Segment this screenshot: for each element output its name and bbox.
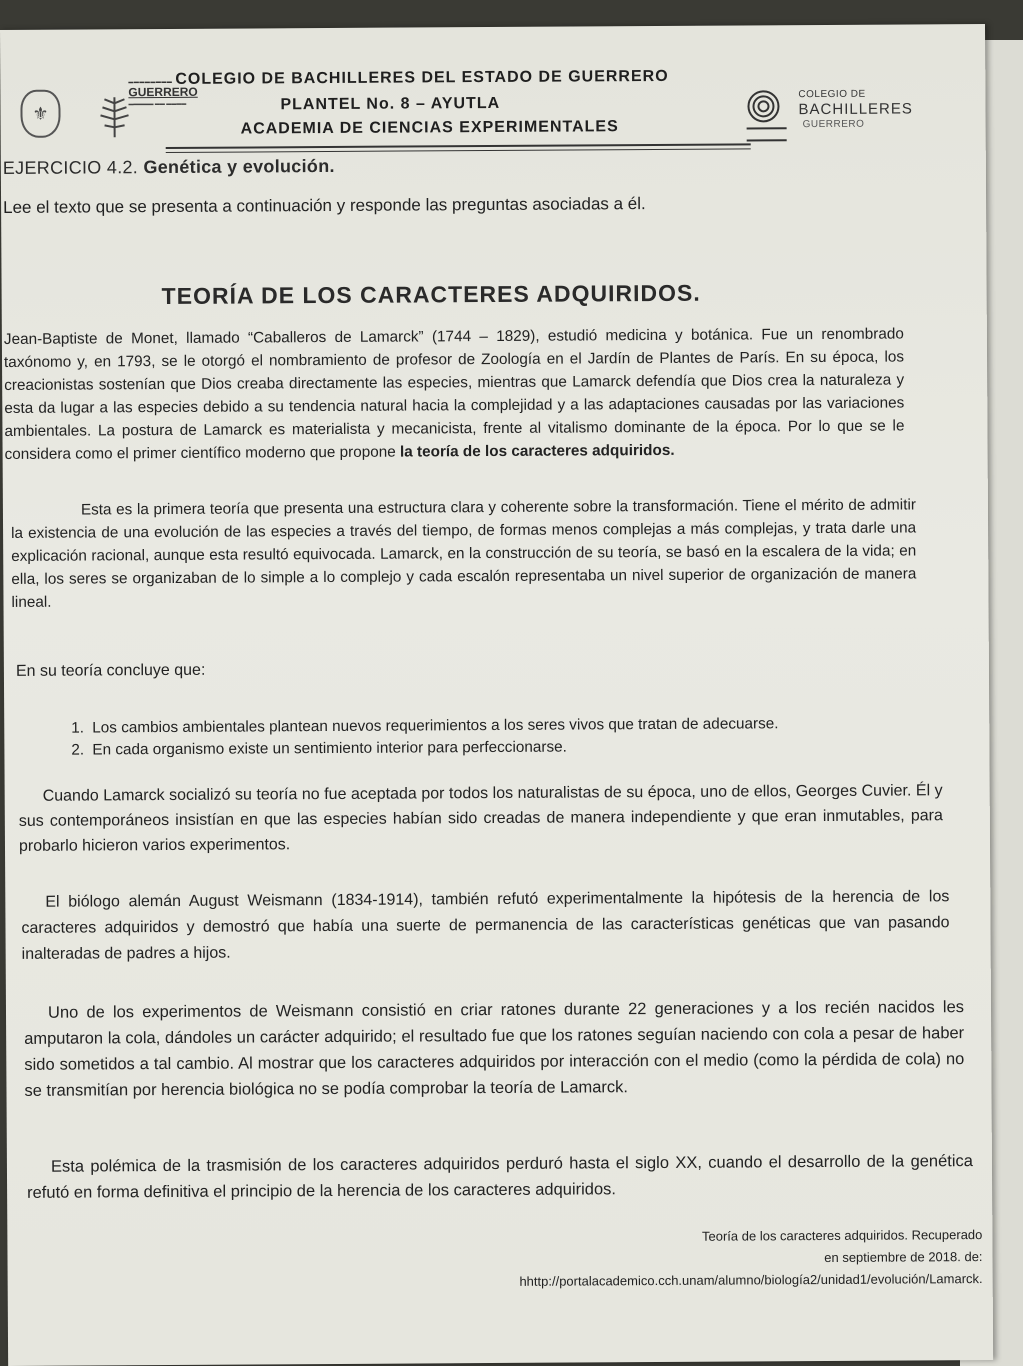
cobach-logo-top: COLEGIO DE (798, 88, 866, 101)
paragraph-weismann: El biólogo alemán August Weismann (1834-1914), también refutó experimentalmente la hipótesis de la herencia de los caracteres adquiridos y demostró que había una suerte de permanencia de las características genéticas que van pasando inalteradas de padres a hijos. (21, 888, 950, 963)
header-line-campus: PLANTEL No. 8 – AYUTLA (280, 94, 501, 114)
paragraph-lamarck-bio (4, 322, 905, 465)
reference-line-2: en septiembre de 2018. de: (824, 1249, 983, 1265)
header-line-academy: ACADEMIA DE CIENCIAS EXPERIMENTALES (240, 118, 619, 138)
exercise-name: Genética y evolución. (143, 155, 335, 178)
reference-citation (427, 1224, 982, 1293)
list-item: 1. Los cambios ambientales plantean nuevos requerimientos a los seres vivos que tratan de adecuarse. (88, 712, 958, 739)
exercise-number: EJERCICIO 4.2. (2, 157, 139, 178)
header-rule-thin (166, 148, 751, 153)
guerrero-logo-bottom-text: ▬▬▬▬▬ ▬▬ ▬▬▬▬ (128, 100, 187, 108)
cobach-swirl-icon (746, 89, 780, 123)
reference-url: hhttp://portalacademico.cch.unam/alumno/biología2/unidad1/evolución/Lamarck. (519, 1271, 983, 1289)
cobach-logo-main: BACHILLERES (798, 100, 913, 119)
exercise-title (3, 156, 335, 179)
instruction-text: Lee el texto que se presenta a continuación y responde las preguntas asociadas a él. (3, 194, 646, 217)
document-header (20, 54, 961, 155)
paragraph-genetics: Esta polémica de la trasmisión de los caracteres adquiridos perduró hasta el siglo XX, cuando el desarrollo de la genética refutó en forma definitiva el principio de la herencia de los caracteres adquiridos. (27, 1152, 973, 1202)
conclusions-list (44, 712, 958, 762)
paragraph-cuvier: Cuando Lamarck socializó su teoría no fue aceptada por todos los naturalistas de su época, uno de ellos, Georges Cuvier. Él y sus contemporáneos insistían en que las especies habían sido creadas de manera independiente y que eran inmutables, para probarlo hicieron varios experimentos. (18, 782, 943, 855)
reading-title: TEORÍA DE LOS CARACTERES ADQUIRIDOS. (161, 279, 701, 310)
cobach-logo-sub: GUERRERO (802, 118, 865, 131)
reference-line-1: Teoría de los caracteres adquiridos. Recuperado (701, 1227, 983, 1244)
guerrero-logo-name: GUERRERO (128, 84, 198, 100)
paragraph-conclusion-intro: En su teoría concluye que: (15, 661, 206, 680)
paragraph-theory-structure: Esta es la primera teoría que presenta una estructura clara y coherente sobre la transformación. Tiene el mérito de admitir la existencia de una evolución de las especies a través del tiempo, de formas menos complejas a más complejas, y trata darle una explicación racional, aunque esta resultó equivocada. Lamarck, en la construcción de su teoría, se basó en la escalera de la vida; en ella, los seres se organizaban de lo simple a lo complejo y cada escalón representaba un nivel superior de organización de manera lineal. (11, 496, 917, 611)
cobach-logo-bars (747, 127, 787, 141)
paragraph-mice-experiment: Uno de los experimentos de Weismann consistió en criar ratones durante 22 generaciones y a los recién nacidos les amputaron la cola, dándoles un carácter adquirido; el resultado fue que los ratones seguían naciendo con cola a pesar de haber sido sometidos a tal cambio. Al mostrar que los caracteres adquiridos por interacción con el medio (como la pérdida de cola) no se transmitían por herencia biológica no se podía comprobar la teoría de Lamarck. (24, 998, 965, 1100)
paragraph-lamarck-bio-text: Jean-Baptiste de Monet, llamado “Caballeros de Lamarck” (1744 – 1829), estudió medicina y botánica. Fue un renombrado taxónomo y, en 1793, se le otorgó el nombramiento de profesor de Zoología en el Jardín de Plantes de París. En su época, los creacionistas sostenían que Dios creaba directamente las especies, mientras que Lamarck defendía que Dios crea la naturaleza y esta da lugar a las especies debido a su tendencia natural hacia la complejidad y a las adaptaciones causadas por las variaciones ambientales. La postura de Lamarck es materialista y mecanicista, frente al vitalismo dominante de la época. Por lo que se le considera como el primer científico moderno que propone (3, 325, 905, 463)
guerrero-logo-top-text: ▬▬▬▬▬▬▬▬ (128, 78, 173, 86)
document-page (0, 24, 993, 1366)
list-item: 2. En cada organismo existe un sentimiento interior para perfeccionarse. (88, 734, 958, 761)
header-line-institution: COLEGIO DE BACHILLERES DEL ESTADO DE GUERRERO (175, 67, 669, 88)
state-seal-icon: ⚜ (20, 90, 60, 138)
paragraph-lamarck-bio-bold: la teoría de los caracteres adquiridos. (399, 441, 675, 461)
cobach-logo (740, 82, 920, 153)
